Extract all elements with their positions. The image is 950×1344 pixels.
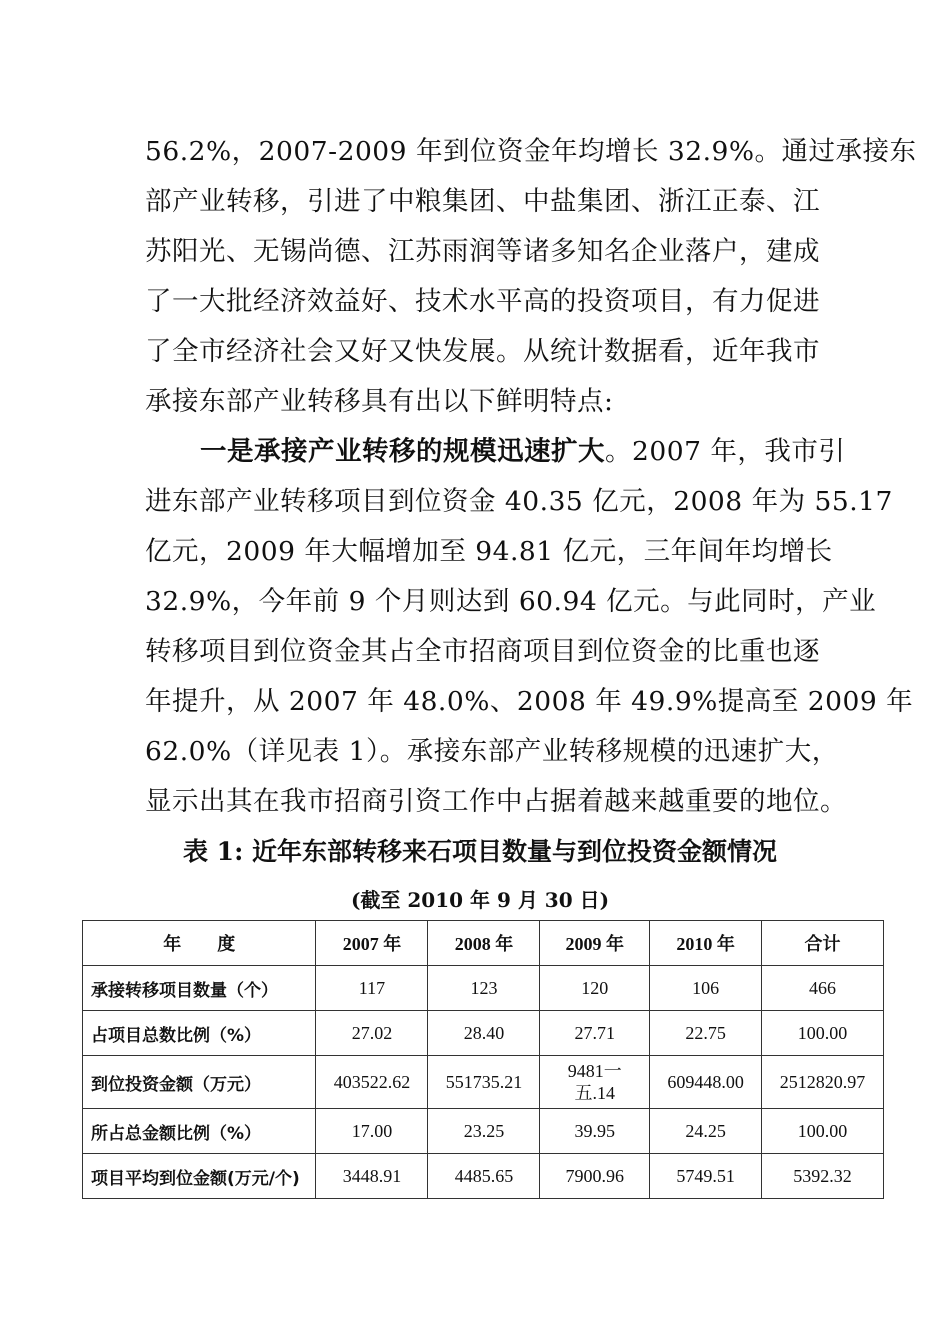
table-cell: 22.75 xyxy=(650,1011,762,1056)
header-cell: 年 度 xyxy=(83,921,316,966)
table-cell: 17.00 xyxy=(316,1109,428,1154)
table-header-row xyxy=(83,921,884,966)
table-cell: 117 xyxy=(316,966,428,1011)
table-cell: 123 xyxy=(428,966,540,1011)
table-cell: 24.25 xyxy=(650,1109,762,1154)
table-subcaption: (截至 2010 年 9 月 30 日) xyxy=(350,888,610,912)
paragraph-line: 进东部产业转移项目到位资金 40.35 亿元，2008 年为 55.17 xyxy=(145,486,893,517)
row-label: 项目平均到位金额(万元/个) xyxy=(83,1154,316,1199)
paragraph-line: 56.2%，2007-2009 年到位资金年均增长 32.9%。通过承接东 xyxy=(145,136,917,167)
row-label: 所占总金额比例（%） xyxy=(83,1109,316,1154)
cell-line: 五.14 xyxy=(574,1083,616,1103)
table-cell: 27.02 xyxy=(316,1011,428,1056)
paragraph-line: 转移项目到位资金其占全市招商项目到位资金的比重也逐 xyxy=(145,636,820,667)
table-cell: 5392.32 xyxy=(762,1154,884,1199)
table-row xyxy=(83,1056,884,1109)
table-cell: 100.00 xyxy=(762,1109,884,1154)
table-cell: 403522.62 xyxy=(316,1056,428,1109)
table-row xyxy=(83,966,884,1011)
table-cell: 466 xyxy=(762,966,884,1011)
row-label: 占项目总数比例（%） xyxy=(83,1011,316,1056)
table-cell xyxy=(540,1056,650,1109)
table-cell: 28.40 xyxy=(428,1011,540,1056)
table-cell: 2512820.97 xyxy=(762,1056,884,1109)
header-cell: 2010 年 xyxy=(650,921,762,966)
paragraph-line: 了一大批经济效益好、技术水平高的投资项目，有力促进 xyxy=(145,286,820,317)
table-cell: 4485.65 xyxy=(428,1154,540,1199)
table-row xyxy=(83,1109,884,1154)
table-cell: 106 xyxy=(650,966,762,1011)
paragraph-text: 。2007 年，我市引 xyxy=(605,436,846,467)
data-table xyxy=(82,920,884,1199)
table-cell: 39.95 xyxy=(540,1109,650,1154)
paragraph-first-line xyxy=(200,427,846,477)
paragraph-line: 了全市经济社会又好又快发展。从统计数据看，近年我市 xyxy=(145,336,820,367)
header-cell: 2007 年 xyxy=(316,921,428,966)
header-cell: 合计 xyxy=(762,921,884,966)
table-cell: 120 xyxy=(540,966,650,1011)
cell-line: 9481一 xyxy=(567,1061,622,1081)
table-cell: 3448.91 xyxy=(316,1154,428,1199)
paragraph-line: 62.0%（详见表 1）。承接东部产业转移规模的迅速扩大， xyxy=(145,736,839,767)
table-cell: 27.71 xyxy=(540,1011,650,1056)
table-cell: 100.00 xyxy=(762,1011,884,1056)
table-cell: 5749.51 xyxy=(650,1154,762,1199)
paragraph-lead: 一是承接产业转移的规模迅速扩大 xyxy=(200,436,605,467)
paragraph-line: 部产业转移，引进了中粮集团、中盐集团、浙江正泰、江 xyxy=(145,186,820,217)
paragraph-line: 年提升，从 2007 年 48.0%、2008 年 49.9%提高至 2009 年 xyxy=(145,686,914,717)
header-cell: 2008 年 xyxy=(428,921,540,966)
table-cell: 7900.96 xyxy=(540,1154,650,1199)
table-caption: 表 1: 近年东部转移来石项目数量与到位投资金额情况 xyxy=(182,837,778,866)
paragraph-line: 承接东部产业转移具有出以下鲜明特点: xyxy=(145,386,614,417)
table-row xyxy=(83,1154,884,1199)
paragraph-line: 苏阳光、无锡尚德、江苏雨润等诸多知名企业落户，建成 xyxy=(145,236,820,267)
table-cell: 23.25 xyxy=(428,1109,540,1154)
row-label: 到位投资金额（万元） xyxy=(83,1056,316,1109)
paragraph-line: 32.9%，今年前 9 个月则达到 60.94 亿元。与此同时，产业 xyxy=(145,586,877,617)
row-label: 承接转移项目数量（个） xyxy=(83,966,316,1011)
table-cell: 551735.21 xyxy=(428,1056,540,1109)
table-row xyxy=(83,1011,884,1056)
table-cell: 609448.00 xyxy=(650,1056,762,1109)
header-cell: 2009 年 xyxy=(540,921,650,966)
paragraph-line: 亿元，2009 年大幅增加至 94.81 亿元，三年间年均增长 xyxy=(145,536,833,567)
paragraph-line: 显示出其在我市招商引资工作中占据着越来越重要的地位。 xyxy=(145,786,847,817)
